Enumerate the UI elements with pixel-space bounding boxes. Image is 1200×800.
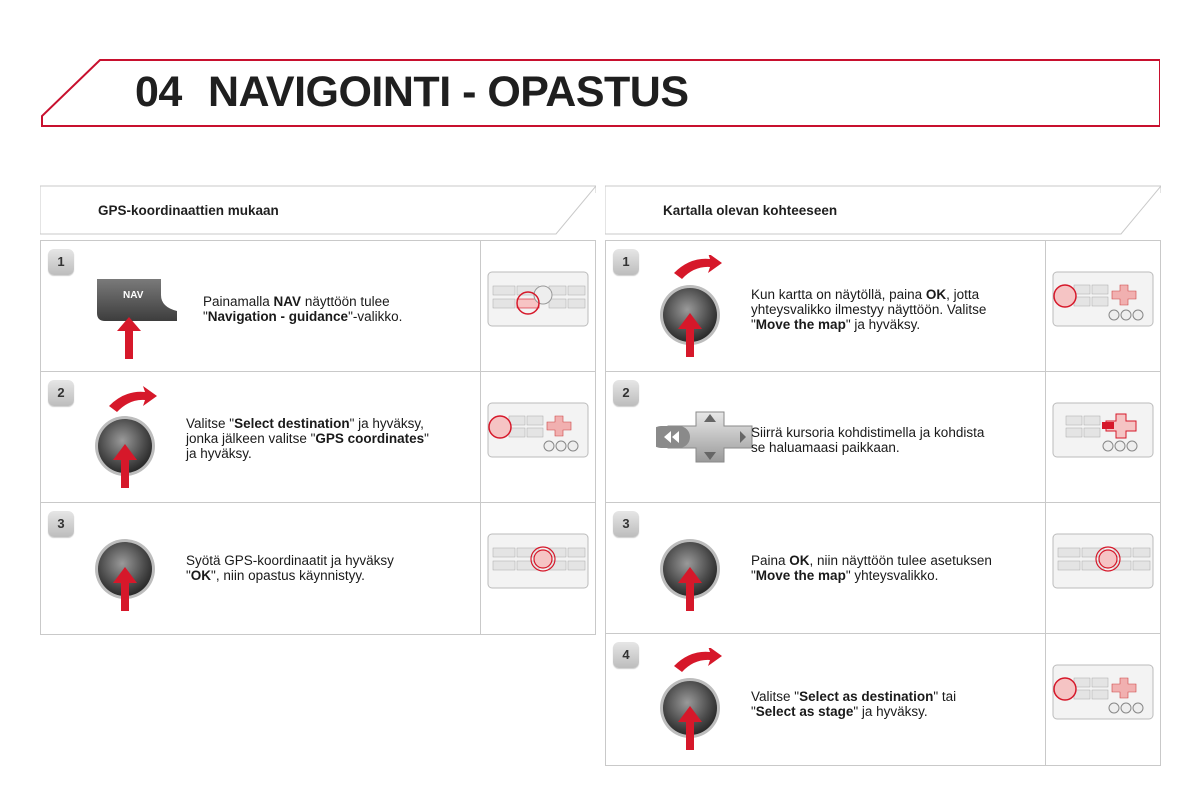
panel-thumbnail-cell	[480, 241, 595, 371]
step-number-badge: 4	[613, 642, 639, 668]
gps-coordinates-section	[40, 185, 596, 635]
dial-press-icon	[656, 517, 766, 627]
map-destination-section	[605, 185, 1161, 766]
step-row	[606, 241, 1160, 372]
steps-list	[40, 240, 596, 635]
panel-thumbnail-cell	[1045, 372, 1160, 502]
step-row	[606, 634, 1160, 765]
step-row	[606, 372, 1160, 503]
panel-thumbnail-cell	[480, 503, 595, 634]
step-number-badge: 1	[48, 249, 74, 275]
page-title: NAVIGOINTI - OPASTUS	[208, 68, 689, 116]
section-title: Kartalla olevan kohteeseen	[663, 203, 838, 218]
dial-rotate-press-icon	[91, 386, 201, 496]
step-row	[41, 372, 595, 503]
step-row	[606, 503, 1160, 634]
step-instruction: Painamalla NAV näyttöön tulee "Navigation - guidance"-valikko.	[203, 294, 403, 324]
direction-pad-icon	[656, 386, 766, 496]
radio-panel-nav-highlight-thumb	[487, 271, 589, 327]
panel-thumbnail-cell	[480, 372, 595, 502]
steps-list	[605, 240, 1161, 766]
panel-thumbnail-cell	[1045, 241, 1160, 371]
dial-rotate-press-icon	[656, 255, 766, 365]
step-row	[41, 241, 595, 372]
radio-panel-ok-highlight-thumb	[487, 533, 589, 589]
step-instruction: Paina OK, niin näyttöön tulee asetuksen "Move the map" yhteysvalikko.	[751, 553, 992, 583]
step-instruction: Syötä GPS-koordinaatit ja hyväksy "OK", niin opastus käynnistyy.	[186, 553, 394, 583]
step-instruction: Siirrä kursoria kohdistimella ja kohdista se haluamaasi paikkaan.	[751, 425, 985, 455]
radio-panel-ok-highlight-thumb	[1052, 533, 1154, 589]
step-row	[41, 503, 595, 634]
nav-button-press-icon	[91, 255, 201, 365]
chapter-number: 04	[135, 68, 182, 116]
step-instruction: Valitse "Select destination" ja hyväksy, jonka jälkeen valitse "GPS coordinates" ja hyväksy.	[186, 416, 429, 461]
panel-thumbnail-cell	[1045, 634, 1160, 765]
section-header	[40, 185, 596, 235]
panel-thumbnail-cell	[1045, 503, 1160, 633]
section-header	[605, 185, 1161, 235]
step-instruction: Valitse "Select as destination" tai "Select as stage" ja hyväksy.	[751, 689, 957, 719]
step-instruction: Kun kartta on näytöllä, paina OK, jotta yhteysvalikko ilmestyy näyttöön. Valitse "Move the map" ja hyväksy.	[751, 287, 987, 332]
step-number-badge: 2	[48, 380, 74, 406]
chapter-header	[40, 58, 1160, 128]
radio-panel-dial-highlight-thumb	[1052, 664, 1154, 720]
step-number-badge: 3	[48, 511, 74, 537]
step-number-badge: 1	[613, 249, 639, 275]
step-number-badge: 3	[613, 511, 639, 537]
step-number-badge: 2	[613, 380, 639, 406]
dial-press-icon	[91, 517, 201, 627]
dial-rotate-press-icon	[656, 648, 766, 758]
radio-panel-dial-highlight-thumb	[1052, 271, 1154, 327]
svg-text:NAV: NAV	[123, 290, 144, 301]
radio-panel-dial-highlight-thumb	[487, 402, 589, 458]
radio-panel-dpad-highlight-thumb	[1052, 402, 1154, 458]
section-title: GPS-koordinaattien mukaan	[98, 203, 279, 218]
